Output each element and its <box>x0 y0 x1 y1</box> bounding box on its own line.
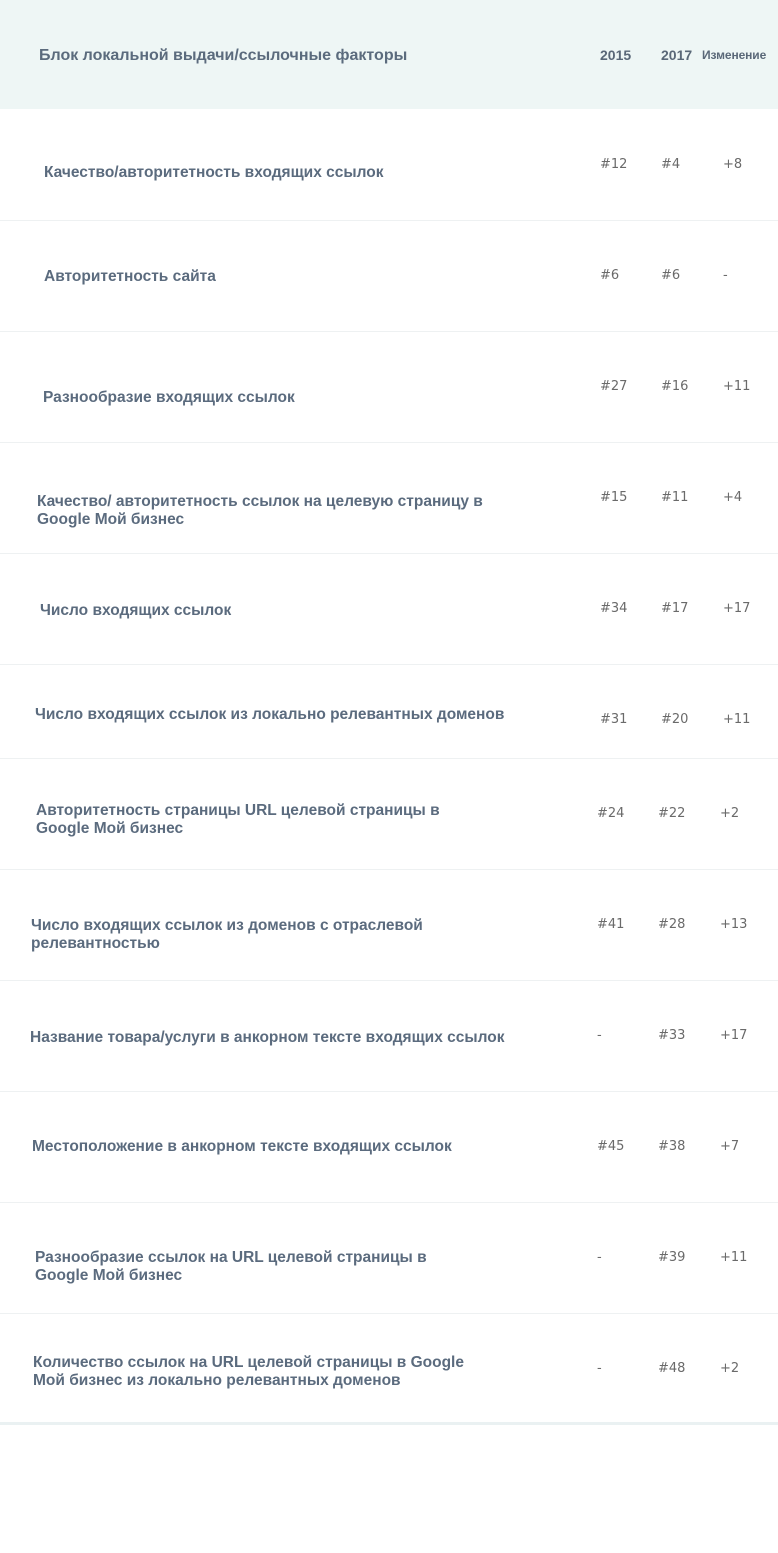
rank-change: +2 <box>720 806 740 821</box>
rank-2017: #38 <box>658 1139 686 1154</box>
rank-2017: #22 <box>658 806 686 821</box>
rank-2015: - <box>597 1028 602 1043</box>
rank-2015: #6 <box>600 268 620 283</box>
factor-name: Авторитетность сайта <box>44 268 216 285</box>
rank-change: +11 <box>723 379 751 394</box>
rank-2017: #39 <box>658 1250 686 1265</box>
rank-2017: #33 <box>658 1028 686 1043</box>
rank-change: +17 <box>723 601 751 616</box>
rank-2015: #27 <box>600 379 628 394</box>
factor-name: Название товара/услуги в анкорном тексте входящих ссылок <box>30 1029 505 1046</box>
factor-name: Авторитетность страницы URL целевой страницы в Google Мой бизнес <box>36 802 440 837</box>
table-bottom-border <box>0 1422 778 1425</box>
rank-change: +4 <box>723 490 743 505</box>
rank-change: - <box>723 268 728 283</box>
rank-2015: - <box>597 1361 602 1376</box>
rank-2017: #16 <box>661 379 689 394</box>
table-row <box>0 981 778 1092</box>
factor-name: Количество ссылок на URL целевой страницы в Google Мой бизнес из локально релевантных доменов <box>33 1354 464 1389</box>
rank-2017: #4 <box>661 157 681 172</box>
rank-2015: #41 <box>597 917 625 932</box>
column-header-change: Изменение <box>702 48 767 62</box>
rank-2015: #24 <box>597 806 625 821</box>
table-row <box>0 221 778 332</box>
factor-name: Число входящих ссылок из доменов с отраслевой релевантностью <box>31 917 423 952</box>
factor-name: Качество/ авторитетность ссылок на целевую страницу в Google Мой бизнес <box>37 493 483 528</box>
table-row <box>0 554 778 665</box>
rank-change: +2 <box>720 1361 740 1376</box>
table-row <box>0 332 778 443</box>
rank-2017: #48 <box>658 1361 686 1376</box>
rank-2015: #12 <box>600 157 628 172</box>
rank-change: +8 <box>723 157 743 172</box>
table-row <box>0 110 778 221</box>
rank-change: +7 <box>720 1139 740 1154</box>
rank-change: +13 <box>720 917 748 932</box>
table-row <box>0 870 778 981</box>
rank-2017: #17 <box>661 601 689 616</box>
factor-name: Разнообразие входящих ссылок <box>43 389 295 406</box>
rank-2015: #34 <box>600 601 628 616</box>
rank-2015: - <box>597 1250 602 1265</box>
column-header-2017: 2017 <box>661 47 693 63</box>
table-row <box>0 759 778 870</box>
factor-name: Качество/авторитетность входящих ссылок <box>44 164 384 181</box>
rank-change: +17 <box>720 1028 748 1043</box>
column-header-2015: 2015 <box>600 47 632 63</box>
rank-2017: #11 <box>661 490 689 505</box>
table-row <box>0 1092 778 1203</box>
table-title: Блок локальной выдачи/ссылочные факторы <box>39 47 408 64</box>
factor-name: Разнообразие ссылок на URL целевой страницы в Google Мой бизнес <box>35 1249 427 1284</box>
rank-2017: #28 <box>658 917 686 932</box>
table-header <box>0 0 778 109</box>
table-row <box>0 665 778 759</box>
table-row <box>0 1314 778 1422</box>
rank-2017: #20 <box>661 712 689 727</box>
rank-2015: #45 <box>597 1139 625 1154</box>
factor-name: Число входящих ссылок из локально релевантных доменов <box>35 706 505 723</box>
rank-2015: #31 <box>600 712 628 727</box>
rank-2015: #15 <box>600 490 628 505</box>
table-row <box>0 1203 778 1314</box>
rank-change: +11 <box>723 712 751 727</box>
factor-name: Число входящих ссылок <box>40 602 232 619</box>
rank-2017: #6 <box>661 268 681 283</box>
table-row <box>0 443 778 554</box>
rank-change: +11 <box>720 1250 748 1265</box>
factor-name: Местоположение в анкорном тексте входящих ссылок <box>32 1138 452 1155</box>
